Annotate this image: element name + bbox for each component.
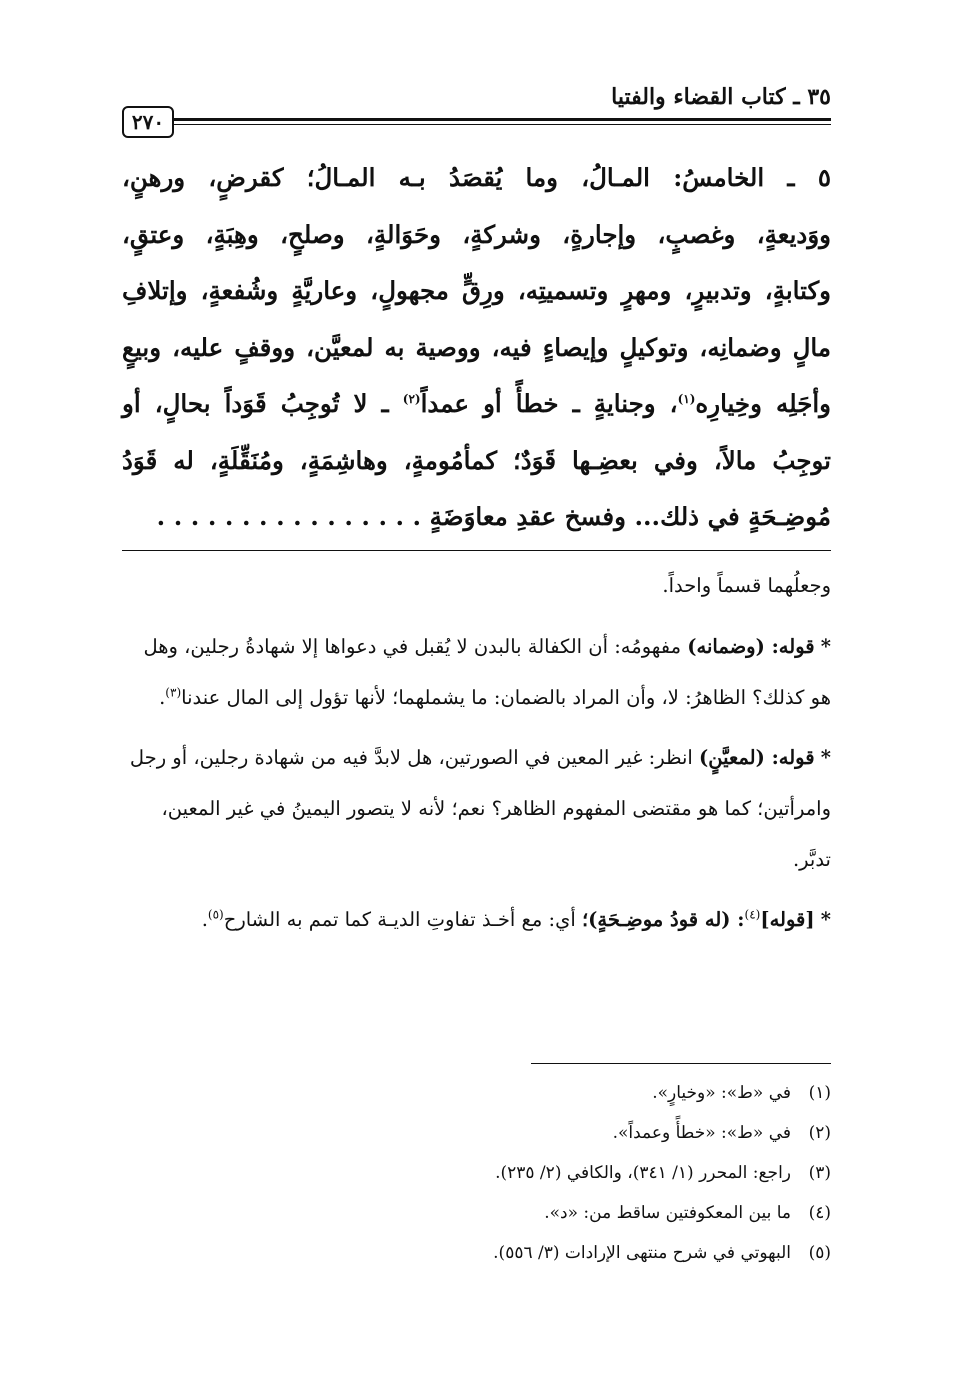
commentary-continuation: وجعلُهما قسماً واحداً. — [662, 574, 831, 597]
chapter-title: ٣٥ ـ كتاب القضاء والفتيا — [611, 84, 831, 110]
footnote-number: (١) — [808, 1083, 831, 1103]
footnote-text: البهوتي في شرح منتهى الإرادات (٣/ ٥٥٦). — [493, 1243, 791, 1263]
footnote-item — [122, 1193, 831, 1233]
footnote-text: في «ط»: «خطأً وعمداً». — [612, 1123, 791, 1143]
main-line: وكتابةٍ، وتدبيرٍ، ومهرٍ وتسميتِه، ورِقٍّ مجهولٍ، وعاريَّةٍ وشُفعةٍ، وإتلافِ — [122, 276, 831, 305]
note-label: [قوله] — [760, 908, 815, 931]
footnote-ref[interactable]: (٢) — [402, 391, 421, 406]
header-rule-thick — [174, 118, 831, 121]
note-end: . — [159, 686, 166, 709]
main-line-text: مُوضِـحَةٍ في ذلك... وفسخ عقدِ معاوَضَةٍ — [429, 502, 831, 531]
commentary — [122, 560, 831, 954]
footnote-text: في «ط»: «وخيارٍ». — [652, 1083, 791, 1103]
main-line: توجِبُ مالاً، وفي بعضِـها قَوَدٌ؛ كمأمُومةٍ، وهاشِمَةٍ، ومُنَقِّلَةٍ، له قَوَدُ — [122, 445, 831, 475]
note-marker: * — [820, 635, 831, 658]
note-text: انظر: غير المعين في الصورتين، هل لابدَّ فيه من شهادة رجلين، أو رجل وامرأتين؛ كما هو مقتضى المفهوم الظاهر؟ نعم؛ لأنه لا يتصور اليمينُ في غير المعين، تدبَّر. — [129, 746, 831, 871]
main-text — [122, 150, 831, 546]
page-header — [122, 84, 831, 144]
footnote-number: (٣) — [808, 1163, 831, 1183]
note-marker: * — [820, 908, 831, 931]
footnote-number: (٤) — [808, 1203, 831, 1223]
note-label: قوله: (لمعيَّنٍ) — [699, 746, 815, 769]
commentary-note — [122, 894, 831, 945]
main-line: مالٍ وضمانِه، وتوكيلٍ وإيصاءٍ فيه، ووصية به لمعيَّن، ووقفٍ عليه، وبيعٍ — [122, 332, 831, 362]
footnote-item — [122, 1233, 831, 1273]
header-rule-thin — [174, 124, 831, 125]
footnote-number: (٢) — [808, 1123, 831, 1143]
footnote-ref[interactable]: (٣) — [165, 685, 182, 700]
commentary-note — [122, 732, 831, 885]
note-label: قوله: (وضمانه) — [687, 635, 815, 658]
note-marker: * — [820, 746, 831, 769]
footnote-item — [122, 1073, 831, 1113]
footnote-ref[interactable]: (٤) — [744, 907, 761, 922]
note-text: أي: مع أخـذ تفاوتِ الديـة كما تمم به الشارح — [223, 908, 582, 931]
footnote-text: ما بين المعكوفتين ساقط من: «د». — [544, 1203, 791, 1223]
main-line — [122, 489, 831, 546]
main-line — [122, 376, 831, 433]
footnote-ref[interactable]: (٥) — [207, 907, 224, 922]
footnote-separator — [531, 1063, 831, 1064]
footnote-number: (٥) — [808, 1243, 831, 1263]
main-line: ٥ ـ الخامسُ: المـالُ، وما يُقصَدُ بـه المـالُ؛ كقرضٍ، ورهنٍ، — [122, 163, 831, 192]
footnote-ref[interactable]: (١) — [677, 391, 696, 406]
commentary-note — [122, 621, 831, 723]
footnote-item — [122, 1113, 831, 1153]
main-line: ووَديعةٍ، وغصبٍ، وإجارةٍ، وشركةٍ، وحَوَالةٍ، وصلحٍ، وهِبَةٍ، وعتقٍ، — [122, 219, 831, 249]
leader-dots: . . . . . . . . . . . . . . . . — [156, 502, 422, 531]
footnote-item — [122, 1153, 831, 1193]
page-number: ٢٧٠ — [122, 106, 174, 138]
footnotes — [122, 1073, 831, 1273]
text-separator — [122, 550, 831, 551]
note-end: . — [201, 908, 208, 931]
footnote-text: راجع: المحرر (١/ ٣٤١)، والكافي (٢/ ٢٣٥). — [495, 1163, 791, 1183]
main-line-text: وأجَلِه وخِيارِه$^{(١)}$، وجنايةٍ ـ خطأً أو عمداً$^{(٢)}$ ـ لا تُوجِبُ قَوَداً بحالٍ، أو — [122, 389, 832, 418]
note-text: مفهومُه: أن الكفالة بالبدن لا يُقبل في دعواها إلا شهادةُ رجلين، وهل هو كذلك؟ الظاهرُ: لا، وأن المراد بالضمان: ما يشملهما؛ لأنها تؤول إلى المال عندنا — [143, 635, 831, 709]
note-label-quote: : (له قودُ موضِـحَةٍ)؛ — [581, 908, 745, 931]
